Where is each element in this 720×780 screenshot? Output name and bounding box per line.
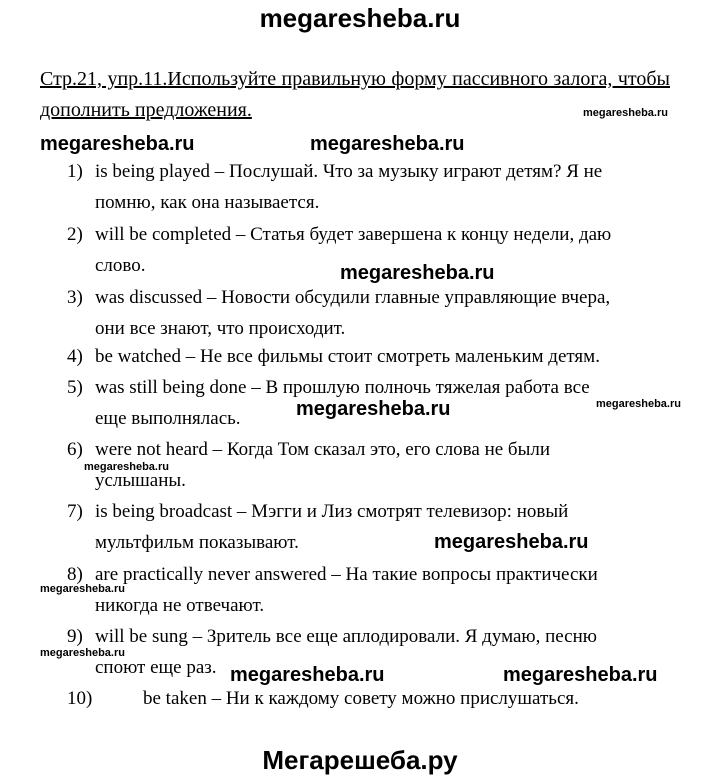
list-item bbox=[67, 621, 669, 683]
item-number: 6) bbox=[67, 439, 83, 460]
watermark: megaresheba.ru bbox=[434, 531, 589, 553]
item-text: are practically never answered – На такие вопросы практически bbox=[95, 564, 598, 585]
item-number: 1) bbox=[67, 161, 83, 182]
list-item bbox=[67, 219, 669, 281]
watermark: megaresheba.ru bbox=[230, 664, 385, 686]
item-continuation: помню, как она называется. bbox=[95, 192, 320, 213]
list-item bbox=[67, 559, 669, 621]
item-text: will be completed – Статья будет завершена к концу недели, даю bbox=[95, 224, 612, 245]
item-number: 4) bbox=[67, 346, 83, 367]
item-number: 10) bbox=[67, 688, 93, 709]
site-footer: Мегарешеба.ру bbox=[262, 745, 458, 775]
watermark: megaresheba.ru bbox=[40, 133, 195, 155]
item-text: is being played – Послушай. Что за музыку играют детям? Я не bbox=[95, 161, 603, 182]
watermark: megaresheba.ru bbox=[40, 647, 125, 659]
item-continuation: споют еще раз. bbox=[95, 657, 217, 678]
item-number: 9) bbox=[67, 626, 83, 647]
item-continuation: никогда не отвечают. bbox=[95, 595, 265, 616]
item-number: 3) bbox=[67, 287, 83, 308]
item-text: is being broadcast – Мэгги и Лиз смотрят телевизор: новый bbox=[95, 501, 569, 522]
item-text: be watched – Не все фильмы стоит смотреть маленьким детям. bbox=[95, 346, 600, 367]
item-number: 8) bbox=[67, 564, 83, 585]
item-continuation: еще выполнялась. bbox=[95, 408, 241, 429]
item-text: be taken – Ни к каждому совету можно прислушаться. bbox=[143, 688, 579, 709]
list-item bbox=[67, 496, 669, 558]
item-continuation: мультфильм показывают. bbox=[95, 532, 299, 553]
list-item bbox=[67, 156, 669, 218]
watermark: megaresheba.ru bbox=[310, 133, 465, 155]
site-header: megaresheba.ru bbox=[259, 3, 461, 33]
watermark: megaresheba.ru bbox=[583, 107, 668, 119]
item-text: will be sung – Зритель все еще аплодировали. Я думаю, песню bbox=[95, 626, 597, 647]
item-number: 2) bbox=[67, 224, 83, 245]
list-item bbox=[67, 434, 669, 496]
item-text: was still being done – В прошлую полночь тяжелая работа все bbox=[95, 377, 590, 398]
item-text: were not heard – Когда Том сказал это, его слова не были bbox=[95, 439, 551, 460]
exercise-heading: Стр.21, упр.11.Используйте правильную форму пассивного залога, чтобы дополнить предложения. bbox=[40, 68, 670, 121]
list-item bbox=[67, 341, 669, 372]
item-number: 5) bbox=[67, 377, 83, 398]
item-number: 7) bbox=[67, 501, 83, 522]
watermark: megaresheba.ru bbox=[84, 461, 169, 473]
watermark: megaresheba.ru bbox=[40, 583, 125, 595]
watermark: megaresheba.ru bbox=[340, 262, 495, 284]
list-item bbox=[67, 372, 669, 434]
watermark: megaresheba.ru bbox=[596, 398, 681, 410]
item-text: was discussed – Новости обсудили главные управляющие вчера, bbox=[95, 287, 611, 308]
watermark: megaresheba.ru bbox=[503, 664, 658, 686]
item-continuation: слово. bbox=[95, 255, 146, 276]
list-item bbox=[67, 282, 669, 344]
item-continuation: они все знают, что происходит. bbox=[95, 318, 346, 339]
item-continuation: услышаны. bbox=[95, 470, 186, 491]
list-item bbox=[67, 683, 669, 714]
watermark: megaresheba.ru bbox=[296, 398, 451, 420]
